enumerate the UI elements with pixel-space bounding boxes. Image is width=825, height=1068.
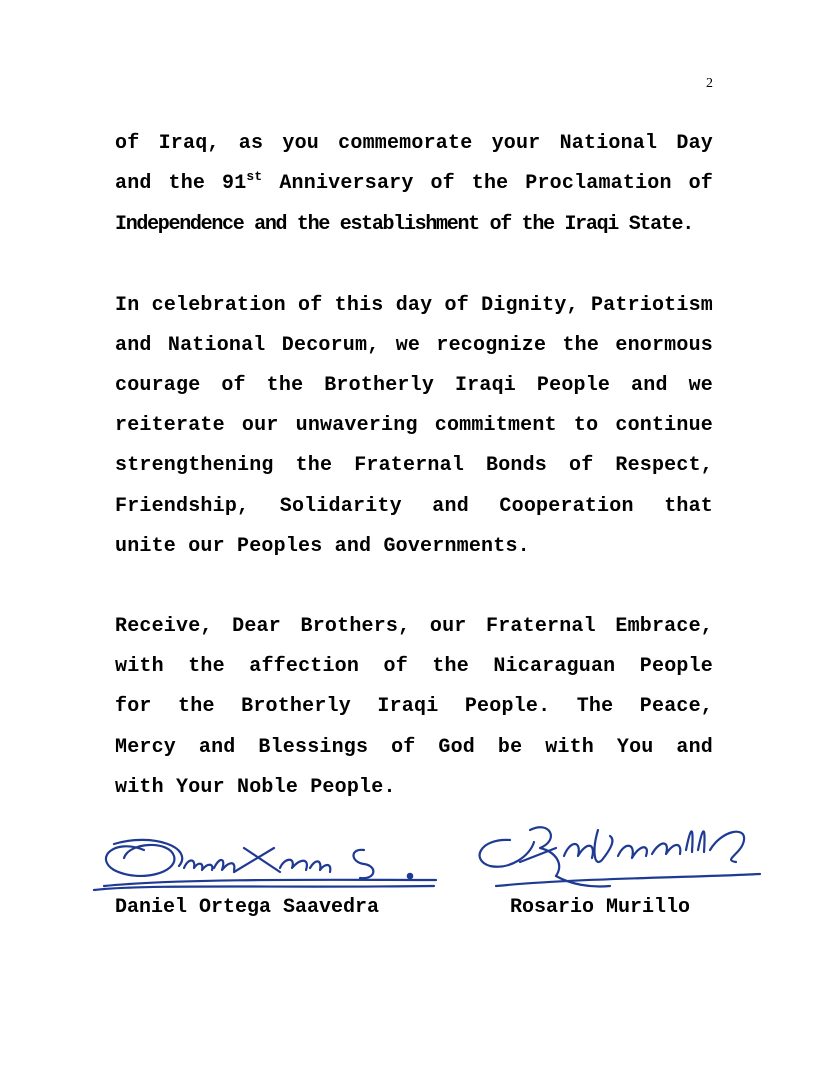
paragraph-line: In celebration of this day of Dignity, Patriotism xyxy=(115,293,713,317)
paragraph-line: with the affection of the Nicaraguan People xyxy=(115,655,713,679)
signature-ink xyxy=(480,827,760,886)
paragraph-line: of Iraq, as you commemorate your National Day xyxy=(115,132,713,155)
signature-murillo xyxy=(460,800,770,895)
paragraph-gap xyxy=(115,246,713,286)
paragraph-3 xyxy=(115,607,713,808)
paragraph-line: with Your Noble People. xyxy=(115,775,396,799)
paragraph-line: unite our Peoples and Governments. xyxy=(115,534,530,558)
paragraph-2 xyxy=(115,286,713,567)
paragraph-line: Friendship, Solidarity and Cooperation that xyxy=(115,494,713,518)
paragraph-line: for the Brotherly Iraqi People. The Peace, xyxy=(115,695,713,719)
paragraph-line: Mercy and Blessings of God be with You and xyxy=(115,735,713,759)
signer-name-murillo: Rosario Murillo xyxy=(510,896,691,919)
line-text: and the xyxy=(115,172,223,196)
paragraph-line: reiterate our unwavering commitment to continue xyxy=(115,414,713,438)
paragraph-line: Receive, Dear Brothers, our Fraternal Embrace, xyxy=(115,615,713,639)
paragraph-line: Independence and the establishment of the Iraqi State. xyxy=(115,213,693,237)
paragraph-gap xyxy=(115,567,713,607)
paragraph-line: and National Decorum, we recognize the enormous xyxy=(115,333,713,357)
paragraph-1 xyxy=(115,124,713,246)
signer-name-ortega: Daniel Ortega Saavedra xyxy=(115,896,380,919)
page-number: 2 xyxy=(706,76,713,91)
ordinal-suffix: st xyxy=(246,169,263,185)
anniversary-number: 91 xyxy=(222,172,247,196)
signature-ink xyxy=(94,840,436,890)
paragraph-line: strengthening the Fraternal Bonds of Respect, xyxy=(115,454,713,478)
line-text: Anniversary of the Proclamation of xyxy=(262,172,713,196)
paragraph-line-anniversary xyxy=(115,164,713,205)
paragraph-line: courage of the Brotherly Iraqi People and we xyxy=(115,374,713,398)
letter-body xyxy=(115,124,713,808)
